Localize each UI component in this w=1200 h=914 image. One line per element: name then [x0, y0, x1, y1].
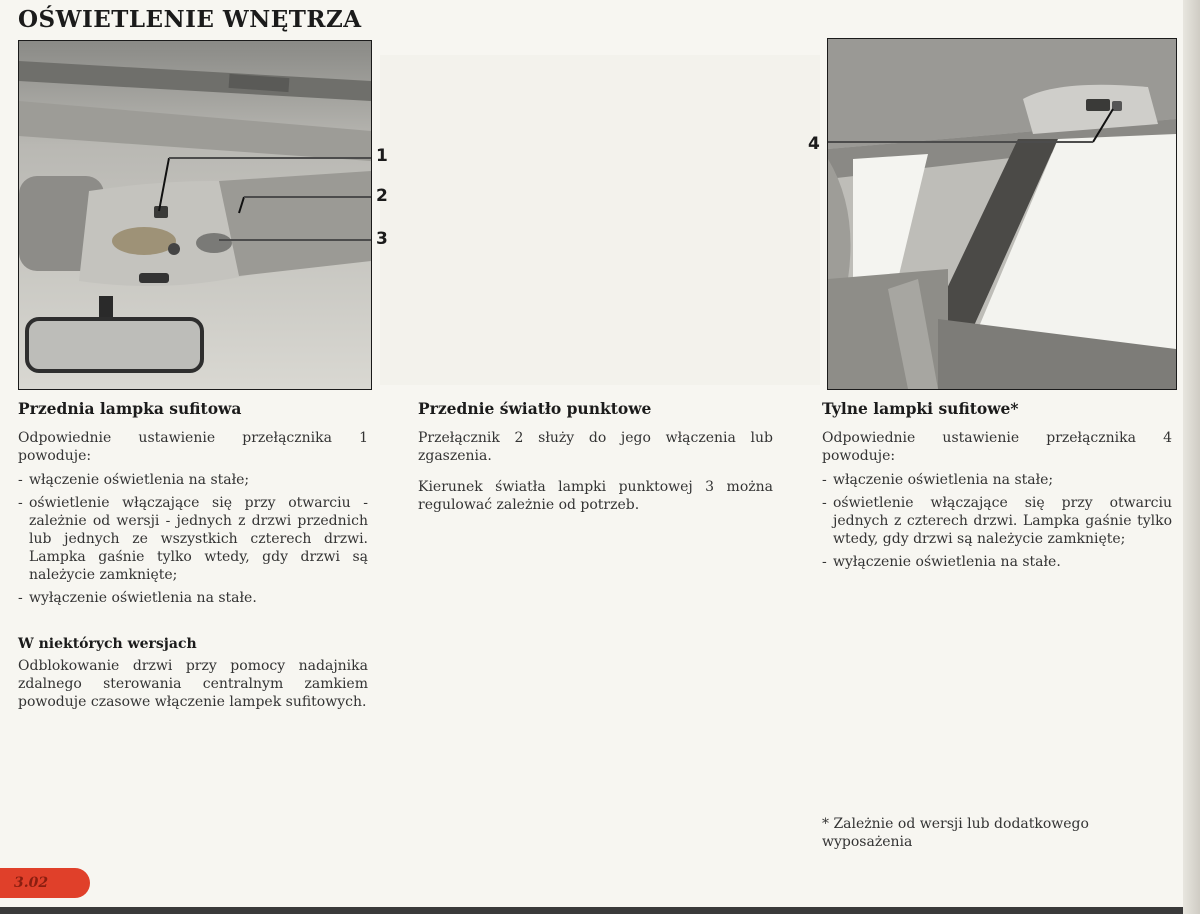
rear-ceiling-photo — [827, 38, 1177, 390]
list-item: - wyłączenie oświetlenia na stałe. — [822, 553, 1172, 571]
page-title: OŚWIETLENIE WNĘTRZA — [18, 6, 362, 33]
front-ceiling-lamp-intro: Odpowiednie ustawienie przełącznika 1 powoduje: — [18, 430, 368, 464]
list-item: - włączenie oświetlenia na stałe; — [822, 471, 1172, 489]
bleed-through-area — [380, 55, 820, 385]
front-spotlight-p1: Przełącznik 2 służy do jego włączenia lub zgaszenia. — [418, 430, 773, 464]
page-number-badge: 3.02 — [0, 868, 90, 898]
front-ceiling-photo — [18, 40, 372, 390]
list-item: - oświetlenie włączające się przy otwarciu jednych z czterech drzwi. Lampka gaśnie tylko wtedy, gdy drzwi są należycie zamknięte; — [822, 494, 1172, 548]
page-binding-edge — [1183, 0, 1200, 914]
some-versions-text: Odblokowanie drzwi przy pomocy nadajnika zdalnego sterowania centralnym zamkiem powoduje czasowe włączenie lampek sufitowych. — [18, 658, 368, 710]
rear-ceiling-lamps-intro: Odpowiednie ustawienie przełącznika 4 powoduje: — [822, 430, 1172, 464]
list-item: - wyłączenie oświetlenia na stałe. — [18, 589, 368, 607]
callout-1: 1 — [376, 146, 388, 166]
callout-2: 2 — [376, 186, 388, 206]
front-spotlight-p2: Kierunek światła lampki punktowej 3 można regulować zależnie od potrzeb. — [418, 479, 773, 513]
front-spotlight-heading: Przednie światło punktowe — [418, 399, 652, 418]
callout-3: 3 — [376, 229, 388, 249]
list-item: - włączenie oświetlenia na stałe; — [18, 471, 368, 489]
rear-ceiling-lamps-heading: Tylne lampki sufitowe* — [822, 399, 1019, 418]
front-ceiling-lamp-heading: Przednia lampka sufitowa — [18, 399, 242, 418]
list-item: - oświetlenie włączające się przy otwarciu - zależnie od wersji - jednych z drzwi przednich lub jednych ze wszystkich czterech drzwi. Lampka gaśnie tylko wtedy, gdy drzwi są należycie zamknięte; — [18, 494, 368, 584]
front-ceiling-lamp-list — [18, 471, 368, 612]
rear-ceiling-lamps-list — [822, 471, 1172, 576]
callout-4: 4 — [808, 134, 820, 154]
footnote: * Zależnie od wersji lub dodatkowego wyposażenia — [822, 816, 1089, 850]
bottom-edge — [0, 907, 1200, 914]
some-versions-heading: W niektórych wersjach — [18, 636, 197, 652]
